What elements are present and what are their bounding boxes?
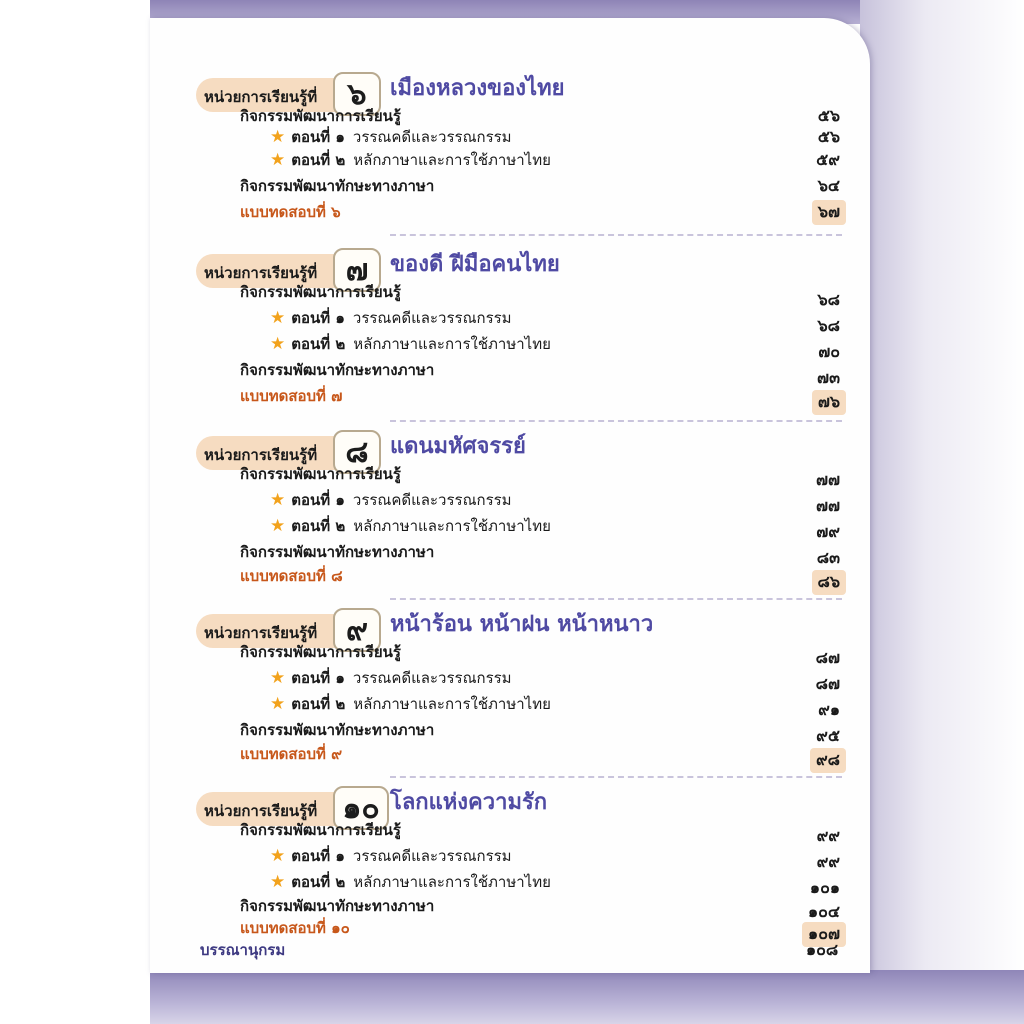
page-number: ๙๙ (816, 826, 840, 845)
page-number: ๑๐๑ (809, 878, 840, 897)
unit-title: หน้าร้อน หน้าฝน หน้าหนาว (390, 612, 654, 637)
unit-label: หน่วยการเรียนรู้ที่ (204, 264, 318, 282)
test-row (240, 384, 840, 411)
page-number: ๗๖ (812, 390, 846, 415)
activity-label: กิจกรรมพัฒนาการเรียนรู้ (240, 643, 401, 661)
part1-row (270, 488, 840, 515)
section-divider (390, 234, 842, 236)
skill-row (240, 540, 840, 567)
page-number: ๖๘ (817, 290, 840, 309)
page-number: ๑๐๗ (802, 922, 846, 947)
part1-text: วรรณคดีและวรรณกรรม (352, 491, 512, 509)
part2-label: ตอนที่ ๒ (291, 873, 346, 891)
page-number: ๕๙ (816, 150, 840, 169)
page-number: ๖๘ (817, 316, 840, 335)
test-label: แบบทดสอบที่ ๑๐ (240, 919, 350, 937)
page-number: ๗๗ (815, 470, 840, 489)
part1-row (270, 844, 840, 871)
star-icon: ★ (270, 516, 286, 536)
part1-label: ตอนที่ ๑ (291, 669, 345, 687)
unit-label: หน่วยการเรียนรู้ที่ (204, 446, 318, 464)
unit-title: ของดี ฝีมือคนไทย (390, 252, 560, 277)
page-number: ๘๗ (815, 674, 840, 693)
skill-row (240, 174, 840, 198)
star-icon: ★ (270, 668, 286, 688)
page-number: ๙๕ (816, 726, 840, 745)
part1-text: วรรณคดีและวรรณกรรม (352, 847, 512, 865)
part2-text: หลักภาษาและการใช้ภาษาไทย (353, 873, 551, 891)
page-number: ๘๓ (816, 548, 840, 567)
skill-row (240, 894, 840, 921)
activity-row (240, 462, 840, 489)
skill-label: กิจกรรมพัฒนาทักษะทางภาษา (240, 177, 435, 195)
test-label: แบบทดสอบที่ ๘ (240, 567, 343, 585)
page-number: ๖๔ (817, 176, 840, 195)
part2-row (270, 332, 840, 361)
part2-text: หลักภาษาและการใช้ภาษาไทย (353, 335, 551, 353)
part2-row (270, 148, 840, 172)
page-number: ๗๓ (817, 368, 840, 387)
skill-row (240, 718, 840, 745)
book-edge-right (860, 0, 1024, 1024)
part1-row (270, 125, 840, 149)
page-number: ๗๗ (815, 496, 840, 515)
star-icon: ★ (270, 127, 286, 147)
activity-row (240, 640, 840, 667)
activity-label: กิจกรรมพัฒนาการเรียนรู้ (240, 821, 401, 839)
part1-label: ตอนที่ ๑ (291, 128, 345, 146)
star-icon: ★ (270, 694, 286, 714)
star-icon: ★ (270, 846, 286, 866)
test-label: แบบทดสอบที่ ๙ (240, 745, 343, 763)
part1-text: วรรณคดีและวรรณกรรม (352, 128, 512, 146)
unit-number: ๗ (333, 248, 381, 292)
test-label: แบบทดสอบที่ ๖ (240, 203, 341, 221)
unit-title: เมืองหลวงของไทย (390, 76, 565, 101)
part1-text: วรรณคดีและวรรณกรรม (352, 669, 512, 687)
section-divider (390, 420, 842, 422)
part2-row (270, 692, 840, 719)
unit-number: ๑๐ (333, 786, 389, 830)
star-icon: ★ (270, 490, 286, 510)
unit-title: แดนมหัศจรรย์ (390, 434, 526, 459)
part2-label: ตอนที่ ๒ (291, 695, 346, 713)
unit-number: ๘ (333, 430, 381, 474)
page-number: ๙๑ (818, 700, 840, 719)
bibliography-label: บรรณานุกรม (200, 941, 286, 959)
page-number: ๕๖ (817, 106, 840, 125)
activity-row (240, 280, 840, 309)
test-label: แบบทดสอบที่ ๗ (240, 387, 343, 405)
skill-row (240, 358, 840, 387)
section-divider (390, 598, 842, 600)
section-divider (390, 776, 842, 778)
test-row (240, 916, 840, 943)
part1-label: ตอนที่ ๑ (291, 309, 345, 327)
part1-row (270, 666, 840, 693)
unit-title: โลกแห่งความรัก (390, 790, 548, 815)
test-row (240, 564, 840, 591)
unit-number: ๖ (333, 72, 381, 116)
part1-label: ตอนที่ ๑ (291, 847, 345, 865)
activity-label: กิจกรรมพัฒนาการเรียนรู้ (240, 465, 401, 483)
skill-label: กิจกรรมพัฒนาทักษะทางภาษา (240, 721, 435, 739)
part2-row (270, 870, 840, 897)
activity-label: กิจกรรมพัฒนาการเรียนรู้ (240, 107, 401, 125)
part2-text: หลักภาษาและการใช้ภาษาไทย (353, 695, 551, 713)
test-row (240, 200, 840, 224)
star-icon: ★ (270, 308, 286, 328)
page-number: ๖๗ (812, 200, 846, 225)
part2-text: หลักภาษาและการใช้ภาษาไทย (353, 151, 551, 169)
skill-label: กิจกรรมพัฒนาทักษะทางภาษา (240, 361, 435, 379)
star-icon: ★ (270, 334, 286, 354)
part1-label: ตอนที่ ๑ (291, 491, 345, 509)
test-row (240, 742, 840, 769)
page-number: ๗๙ (816, 522, 840, 541)
page-number: ๘๖ (812, 570, 847, 595)
unit-number: ๙ (333, 608, 381, 652)
part1-text: วรรณคดีและวรรณกรรม (352, 309, 512, 327)
part2-label: ตอนที่ ๒ (291, 335, 346, 353)
part2-label: ตอนที่ ๒ (291, 517, 346, 535)
page-number: ๘๗ (815, 648, 840, 667)
unit-label: หน่วยการเรียนรู้ที่ (204, 802, 318, 820)
page-number: ๗๐ (818, 342, 840, 361)
background-left (0, 0, 150, 1024)
page-number: ๕๖ (817, 127, 840, 146)
part1-row (270, 306, 840, 335)
skill-label: กิจกรรมพัฒนาทักษะทางภาษา (240, 543, 435, 561)
star-icon: ★ (270, 872, 286, 892)
bibliography-page: ๑๐๘ (806, 940, 839, 959)
skill-label: กิจกรรมพัฒนาทักษะทางภาษา (240, 897, 435, 915)
unit-label: หน่วยการเรียนรู้ที่ (204, 624, 318, 642)
part2-text: หลักภาษาและการใช้ภาษาไทย (353, 517, 551, 535)
star-icon: ★ (270, 150, 286, 170)
part2-row (270, 514, 840, 541)
unit-label: หน่วยการเรียนรู้ที่ (204, 88, 318, 106)
part2-label: ตอนที่ ๒ (291, 151, 346, 169)
book-edge-bottom (150, 970, 1024, 1024)
page-number: ๙๘ (810, 748, 846, 773)
page-number: ๑๐๔ (807, 902, 840, 921)
page-number: ๙๙ (816, 852, 840, 871)
activity-row (240, 818, 840, 845)
activity-label: กิจกรรมพัฒนาการเรียนรู้ (240, 283, 401, 301)
